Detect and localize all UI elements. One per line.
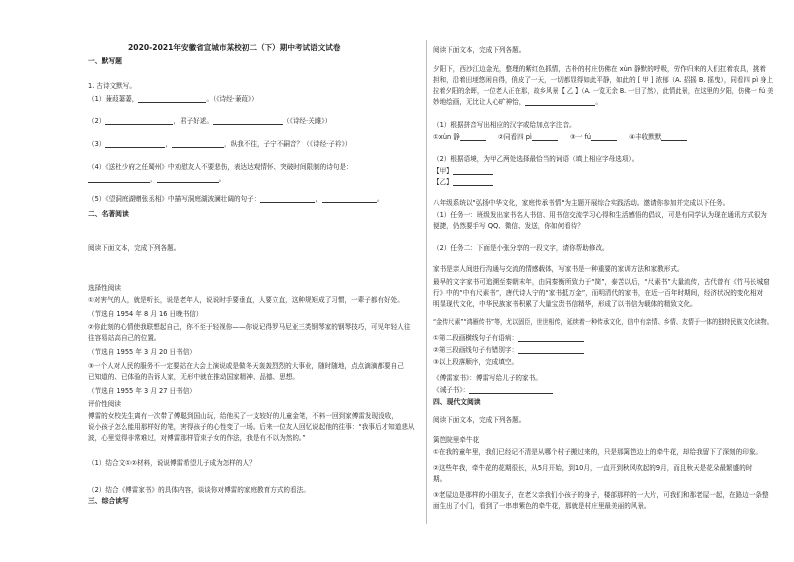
answer-blank[interactable] xyxy=(105,141,165,148)
right-column xyxy=(433,0,773,562)
section-heading: 一、默写题 xyxy=(88,57,122,65)
story-title: 篱笆院里牵牛花 xyxy=(433,436,480,444)
section-heading: 三、综合读写 xyxy=(88,497,129,505)
reading-prompt: 阅读下面文本，完成下列各题。 xyxy=(88,244,181,252)
answer-blank[interactable] xyxy=(525,99,595,106)
question-line: （3） ， ，纵我不往，子宁不嗣音？（《诗经·子衿》） xyxy=(88,140,352,148)
passage-text: 妙地绘画，无比让人心旷神怡， xyxy=(433,98,526,106)
task-line: （1）任务一：班级发出家书名人书信、用书信交流学习心得和生活感悟的倡议，可是有同学认为现在通讯方式很为 xyxy=(433,211,767,219)
answer-blank[interactable] xyxy=(172,141,224,148)
essay-line: 家书是亲人间进行沟通与交流的情感载体，写家书是一种重要的家训方法和家教形式。 xyxy=(433,265,684,273)
passage-paragraph: 夕阳下，西沙江边金光，整理的紫红色抓情，古朴的村庄仿佛在 xùn 静默的呼吸，劳作归来的人们扛着农具，挑着 xyxy=(433,65,766,73)
question-text: （1）蒹葭萋萋， xyxy=(88,95,139,103)
passage-title: 选择性阅读 xyxy=(88,284,121,292)
answer-blank[interactable] xyxy=(469,387,553,394)
option-item: ④丰收默默 xyxy=(629,133,662,141)
passage-date: （节选自 1955 年 3 月 27 日书信） xyxy=(88,387,196,395)
reading-prompt: 阅读下面文本，完成下列各题。 xyxy=(433,416,526,424)
passage-paragraph: 往容易站高自己的位置。 xyxy=(88,334,161,342)
question-line xyxy=(88,95,258,103)
book-line: 《傅雷家书》：傅雷写给儿子的家书。 xyxy=(433,374,542,382)
answer-blank[interactable] xyxy=(260,196,315,203)
answer-blank[interactable] xyxy=(105,118,173,125)
answer-line xyxy=(433,178,493,186)
essay-line: “金传尺素”“鸿雁传书”等，尤以固臣，世世相传，延续着一种传承文化，信中有亲情、乡情、友情于一体的独特民族文化读物。 xyxy=(433,318,773,326)
question-options xyxy=(433,133,687,141)
story-paragraph: 期。 xyxy=(433,475,447,483)
passage-paragraph: ③一个人对人民的服务不一定要站在大会上演说或是做冬天轰轰烈烈的大事业，随时随地，点点滴滴都要自己 xyxy=(88,362,404,370)
reading-prompt: 阅读下面文本，完成下列各题。 xyxy=(433,46,526,54)
passage-paragraph: 傅雷的女校先生离有一次带了傅聪到国山玩，给他买了一支较好的儿童金笔，不料一回到家傅雷发现没收， xyxy=(88,412,398,420)
section-heading: 二、名著阅读 xyxy=(88,210,129,218)
task-line: 便捷，仍然要手写 QQ、微信、发送，你如何看待？ xyxy=(433,222,584,230)
answer-blank[interactable] xyxy=(322,196,377,203)
option-item: ②同看四 pì xyxy=(497,133,532,141)
question-line xyxy=(88,117,331,125)
question-text: ①第二段画横线句子有语病： xyxy=(433,334,519,342)
passage-paragraph: 拉着夕阳的余晖，一位老人正在那，故乡风景【 乙 】（A. 一览无余 B. 一目了然），此情此景，在这里的夕阳，仿佛一 fú 美 xyxy=(433,87,774,95)
question-text: （《诗经·关雎》） xyxy=(282,117,332,125)
answer-line xyxy=(433,167,493,175)
story-paragraph: ①在我的童年里，我们已经记不清是从哪个村子搬过来的，只是那篱笆边上的牵牛花，却给我留下了深刻的印象。 xyxy=(433,448,763,456)
question-text: （3） xyxy=(88,140,106,148)
question-line: （2）根据语境，为甲乙两处选择最恰当的词语（填上相应字母选项）。 xyxy=(433,155,639,163)
story-paragraph: ③老屋边是那样的小朋友子，在老父亲我们小孩子的身子，楼部那样的一大片，可我们和那老屋一起，在路边一条整 xyxy=(433,491,769,499)
column-divider xyxy=(426,40,427,524)
book-text: 《诫子书》： xyxy=(433,386,470,394)
question-text: （2） xyxy=(88,117,106,125)
answer-blank[interactable] xyxy=(518,347,584,354)
task-line: （2）任务二：下面是小张分享的一段文字，请你帮助修改。 xyxy=(433,244,609,252)
question-label: 1. 古诗文默写。 xyxy=(88,82,136,90)
answer-blank[interactable] xyxy=(157,176,219,183)
question-line: ③以上段落顺序，完成填空。 xyxy=(433,358,519,366)
answer-blank[interactable] xyxy=(532,134,558,141)
question-text: ，君子好逑。 xyxy=(173,117,213,125)
story-paragraph: ②这些年我，牵牛花的花期很长，从5月开始，到10月，一直开到秋风吹起的9月，而且秋天是花朵最繁盛的时 xyxy=(433,464,753,472)
question-line: （1）结合文①②材料，说说傅雷希望儿子成为怎样的人？ xyxy=(88,459,256,467)
passage-paragraph: 波，心里觉得非常难过，对傅雷那样管束子女的作法，我是有不以为然的。” xyxy=(88,434,306,442)
question-line: （4）《送杜少府之任蜀州》中劝慰友人不要悲伤，表达达观情怀、突破时间限制的诗句是： xyxy=(88,163,353,171)
question-text: 。（《诗经·蒹葭》） xyxy=(206,95,258,103)
answer-blank[interactable] xyxy=(88,176,150,183)
page-title: 2020-2021年安徽省宣城市某校初二（下）期中考试语文试卷 xyxy=(128,43,341,52)
question-text: ，纵我不往，子宁不嗣音？（《诗经·子衿》） xyxy=(223,140,352,148)
question-line xyxy=(433,346,584,354)
answer-blank[interactable] xyxy=(460,134,486,141)
passage-text: 。 xyxy=(595,98,602,106)
passage-date: （节选自 1954 年 8 月 16 日晚书信） xyxy=(88,310,203,318)
section-heading: 四、现代文阅读 xyxy=(433,398,481,406)
passage-paragraph xyxy=(433,98,602,106)
answer-label: 【乙】 xyxy=(433,178,453,186)
answer-blank[interactable] xyxy=(518,335,584,342)
answer-blank[interactable] xyxy=(453,168,493,175)
story-paragraph: 面生出了小门，看到了一串串紫色的牵牛花，那就是村庄里最美丽的风景。 xyxy=(433,502,651,510)
passage-paragraph: 担和，沿着田埂悠闲自得，俏皮了一天，一切都显得如此平静，如此的 [ 甲 ] 浓郁（A. 招摇 B. 摇曳），同看四 pì 身上 xyxy=(433,76,774,84)
passage-date: （节选自 1955 年 3 月 20 日书信） xyxy=(88,348,196,356)
answer-blank[interactable] xyxy=(591,134,617,141)
question-line xyxy=(433,334,584,342)
option-item: ①xùn 静 xyxy=(433,133,460,141)
passage-paragraph: 已知道的、已体验的告诉人家，无形中就在推动国家精神、品德、思想。 xyxy=(88,373,299,381)
essay-line: 明显现代文化，中华民族家书积累了大量宝贵书信精华，形成了以书信为载体的精致文化。 xyxy=(433,300,697,308)
question-text: （5）《望洞庭湖赠张丞相》中描写洞庭湖波澜壮阔的句子： xyxy=(88,195,261,203)
question-line: （1）根据拼音写出相应的汉字或给加点字注音。 xyxy=(433,121,576,129)
question-text: ②第三段画线句子有错别字： xyxy=(433,346,519,354)
answer-blank[interactable] xyxy=(661,134,687,141)
answer-blank[interactable] xyxy=(213,118,283,125)
book-line xyxy=(433,386,553,394)
essay-line: 行》中的“中有尺素书”，唐代诗人宁的“家书抵万金”，而明清代的家书，在近一百年时期间，经济状况的变化相对 xyxy=(433,289,764,297)
question-line: （2）结合《傅雷家书》的具体内容，谈谈你对傅雷的家庭教育方式的看法。 xyxy=(88,486,310,494)
task-intro: 八年级系统以"弘扬中华文化，家庭传承书情"为主题开展综合实践活动。邀请你参加并完成以下任务。 xyxy=(433,199,730,207)
answer-blank[interactable] xyxy=(453,179,493,186)
passage-title: 评价性阅读 xyxy=(88,400,121,408)
passage-paragraph: ②你此刻的心情使我联想起自己，你不至于轻视你——你说记得罗马尼亚三类钢琴家的钢琴技巧，可见年轻人往 xyxy=(88,323,411,331)
passage-paragraph: ①对害气的人，就是听长，说是老年人，说说时手要垂直，人要立直，这种规矩成了习惯，一辈子都有好处。 xyxy=(88,296,404,304)
answer-blank[interactable] xyxy=(138,96,206,103)
essay-line: 最早的文字家书可追溯至秦朝末年，由同秦衡所致力于“简”，泰苦以后，“尺素书”大量流传，古代曾有《竹马长城窟 xyxy=(433,278,770,286)
option-item: ③一 fú xyxy=(569,133,592,141)
left-column xyxy=(88,0,420,562)
answer-line: ， 。 xyxy=(88,175,225,183)
passage-paragraph: 说小孩子怎么能用那样好的笔，害得孩子的心性变了一场。后来一位友人回忆说起他的往事：“我事后才知道悲从 xyxy=(88,423,415,431)
question-line: （5）《望洞庭湖赠张丞相》中描写洞庭湖波澜壮阔的句子： ， 。 xyxy=(88,195,384,203)
answer-label: 【甲】 xyxy=(433,167,453,175)
